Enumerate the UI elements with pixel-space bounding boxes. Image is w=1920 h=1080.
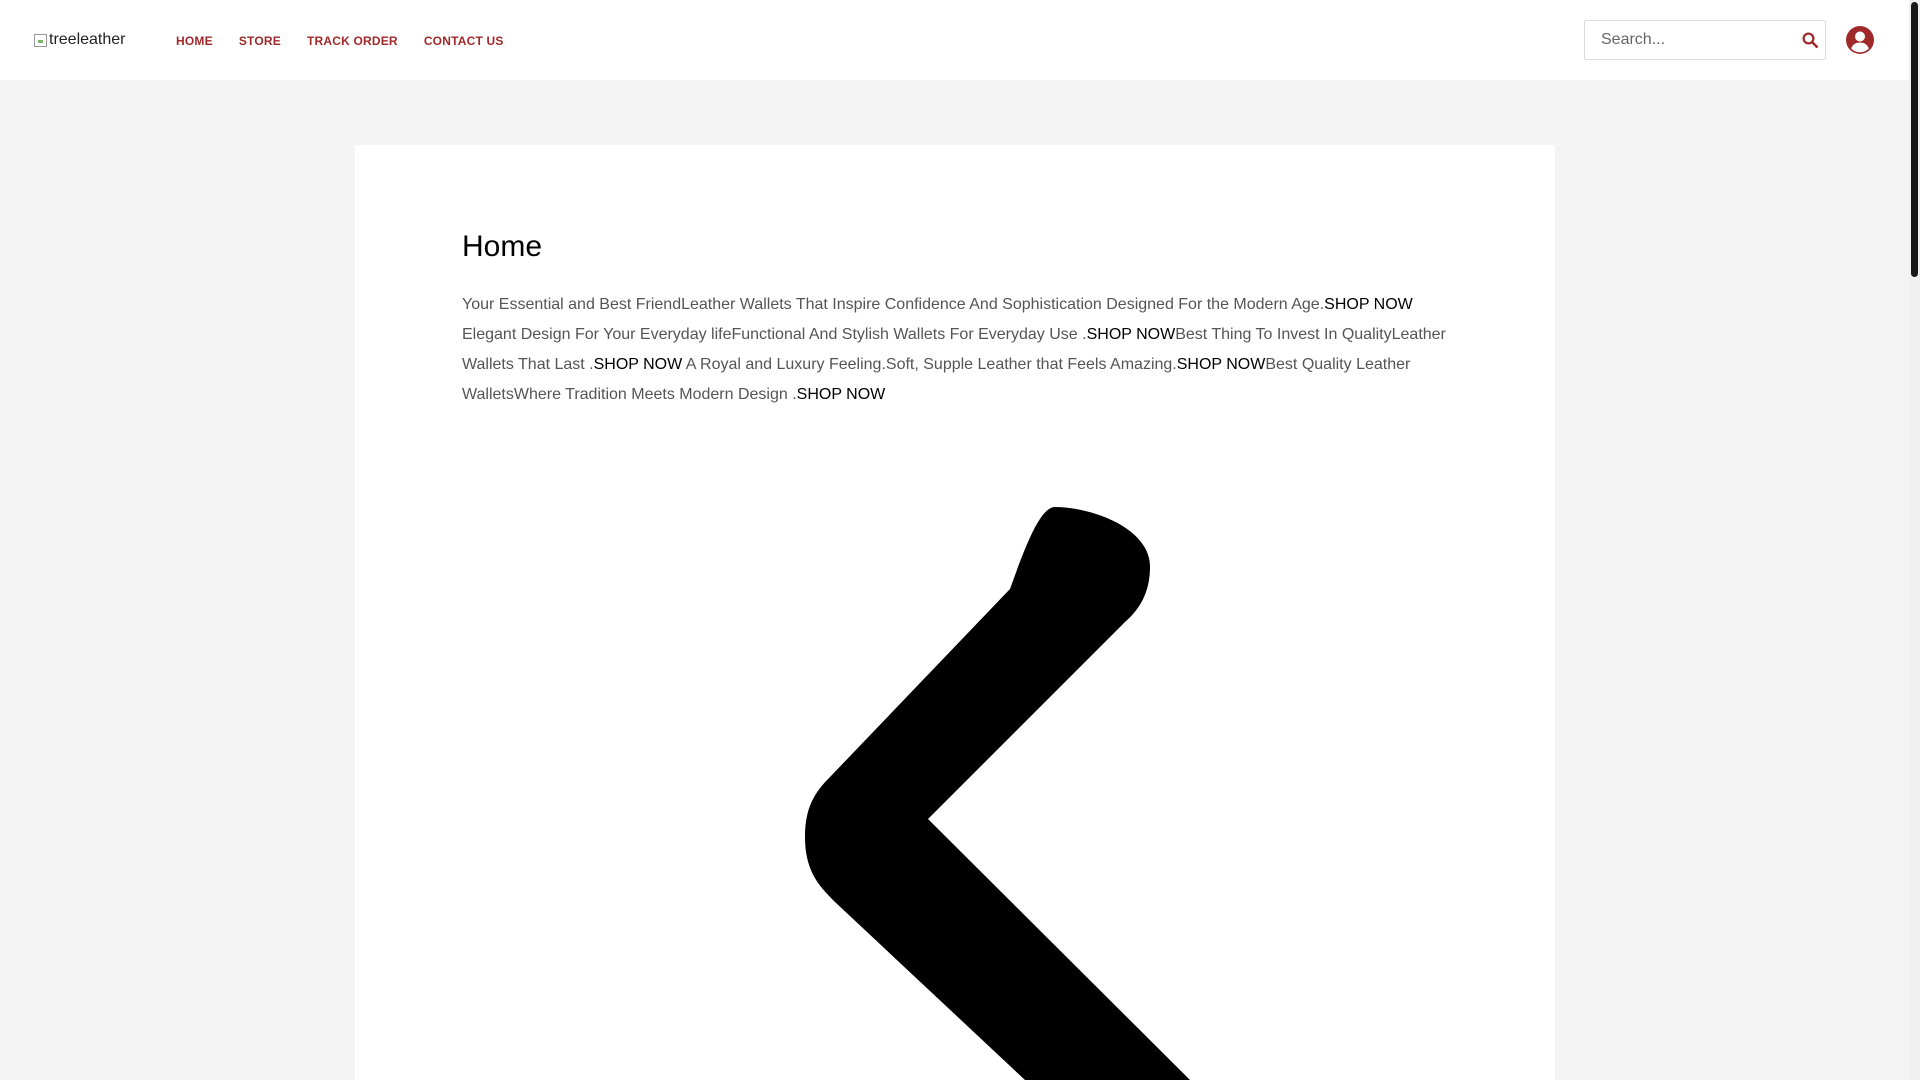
nav-store[interactable]: STORE (238, 34, 281, 48)
search-form (1584, 20, 1826, 60)
shop-now-link[interactable]: SHOP NOW (1324, 296, 1413, 313)
scrollbar-thumb[interactable] (1911, 2, 1918, 277)
promo-text: Best Quality Leather WalletsWhere Tradition Meets Modern Design . (462, 356, 1411, 403)
logo-alt-text: treeleather (49, 31, 126, 48)
site-logo[interactable] (34, 31, 126, 49)
broken-image-icon (34, 34, 47, 47)
shop-now-link[interactable]: SHOP NOW (1086, 326, 1176, 343)
chevron-left-icon[interactable] (750, 507, 1200, 1080)
intro-text (462, 290, 1452, 410)
nav-contact-us[interactable]: CONTACT US (423, 34, 504, 48)
shop-now-link[interactable]: SHOP NOW (1176, 356, 1266, 373)
search-icon[interactable] (1801, 31, 1819, 49)
user-circle-icon[interactable] (1846, 26, 1874, 54)
site-header (0, 0, 1909, 80)
promo-text: A Royal and Luxury Feeling.Soft, Supple Leather that Feels Amazing. (682, 356, 1177, 373)
promo-text: Your Essential and Best FriendLeather Wallets That Inspire Confidence And Sophistication Designed For the Modern Age. (462, 296, 1325, 313)
nav-track-order[interactable]: TRACK ORDER (306, 34, 398, 48)
main-nav (176, 34, 530, 48)
scrollbar[interactable] (1909, 0, 1920, 1080)
promo-text: Best Thing To Invest In QualityLeather Wallets That Last . (462, 326, 1446, 373)
shop-now-link[interactable]: SHOP NOW (593, 356, 683, 373)
shop-now-link[interactable]: SHOP NOW (796, 386, 886, 403)
promo-text: Elegant Design For Your Everyday lifeFunctional And Stylish Wallets For Everyday Use . (462, 326, 1087, 343)
page-title: Home (462, 230, 543, 263)
search-input[interactable] (1585, 21, 1790, 59)
nav-home[interactable]: HOME (176, 34, 213, 48)
page-content (355, 145, 1555, 1080)
